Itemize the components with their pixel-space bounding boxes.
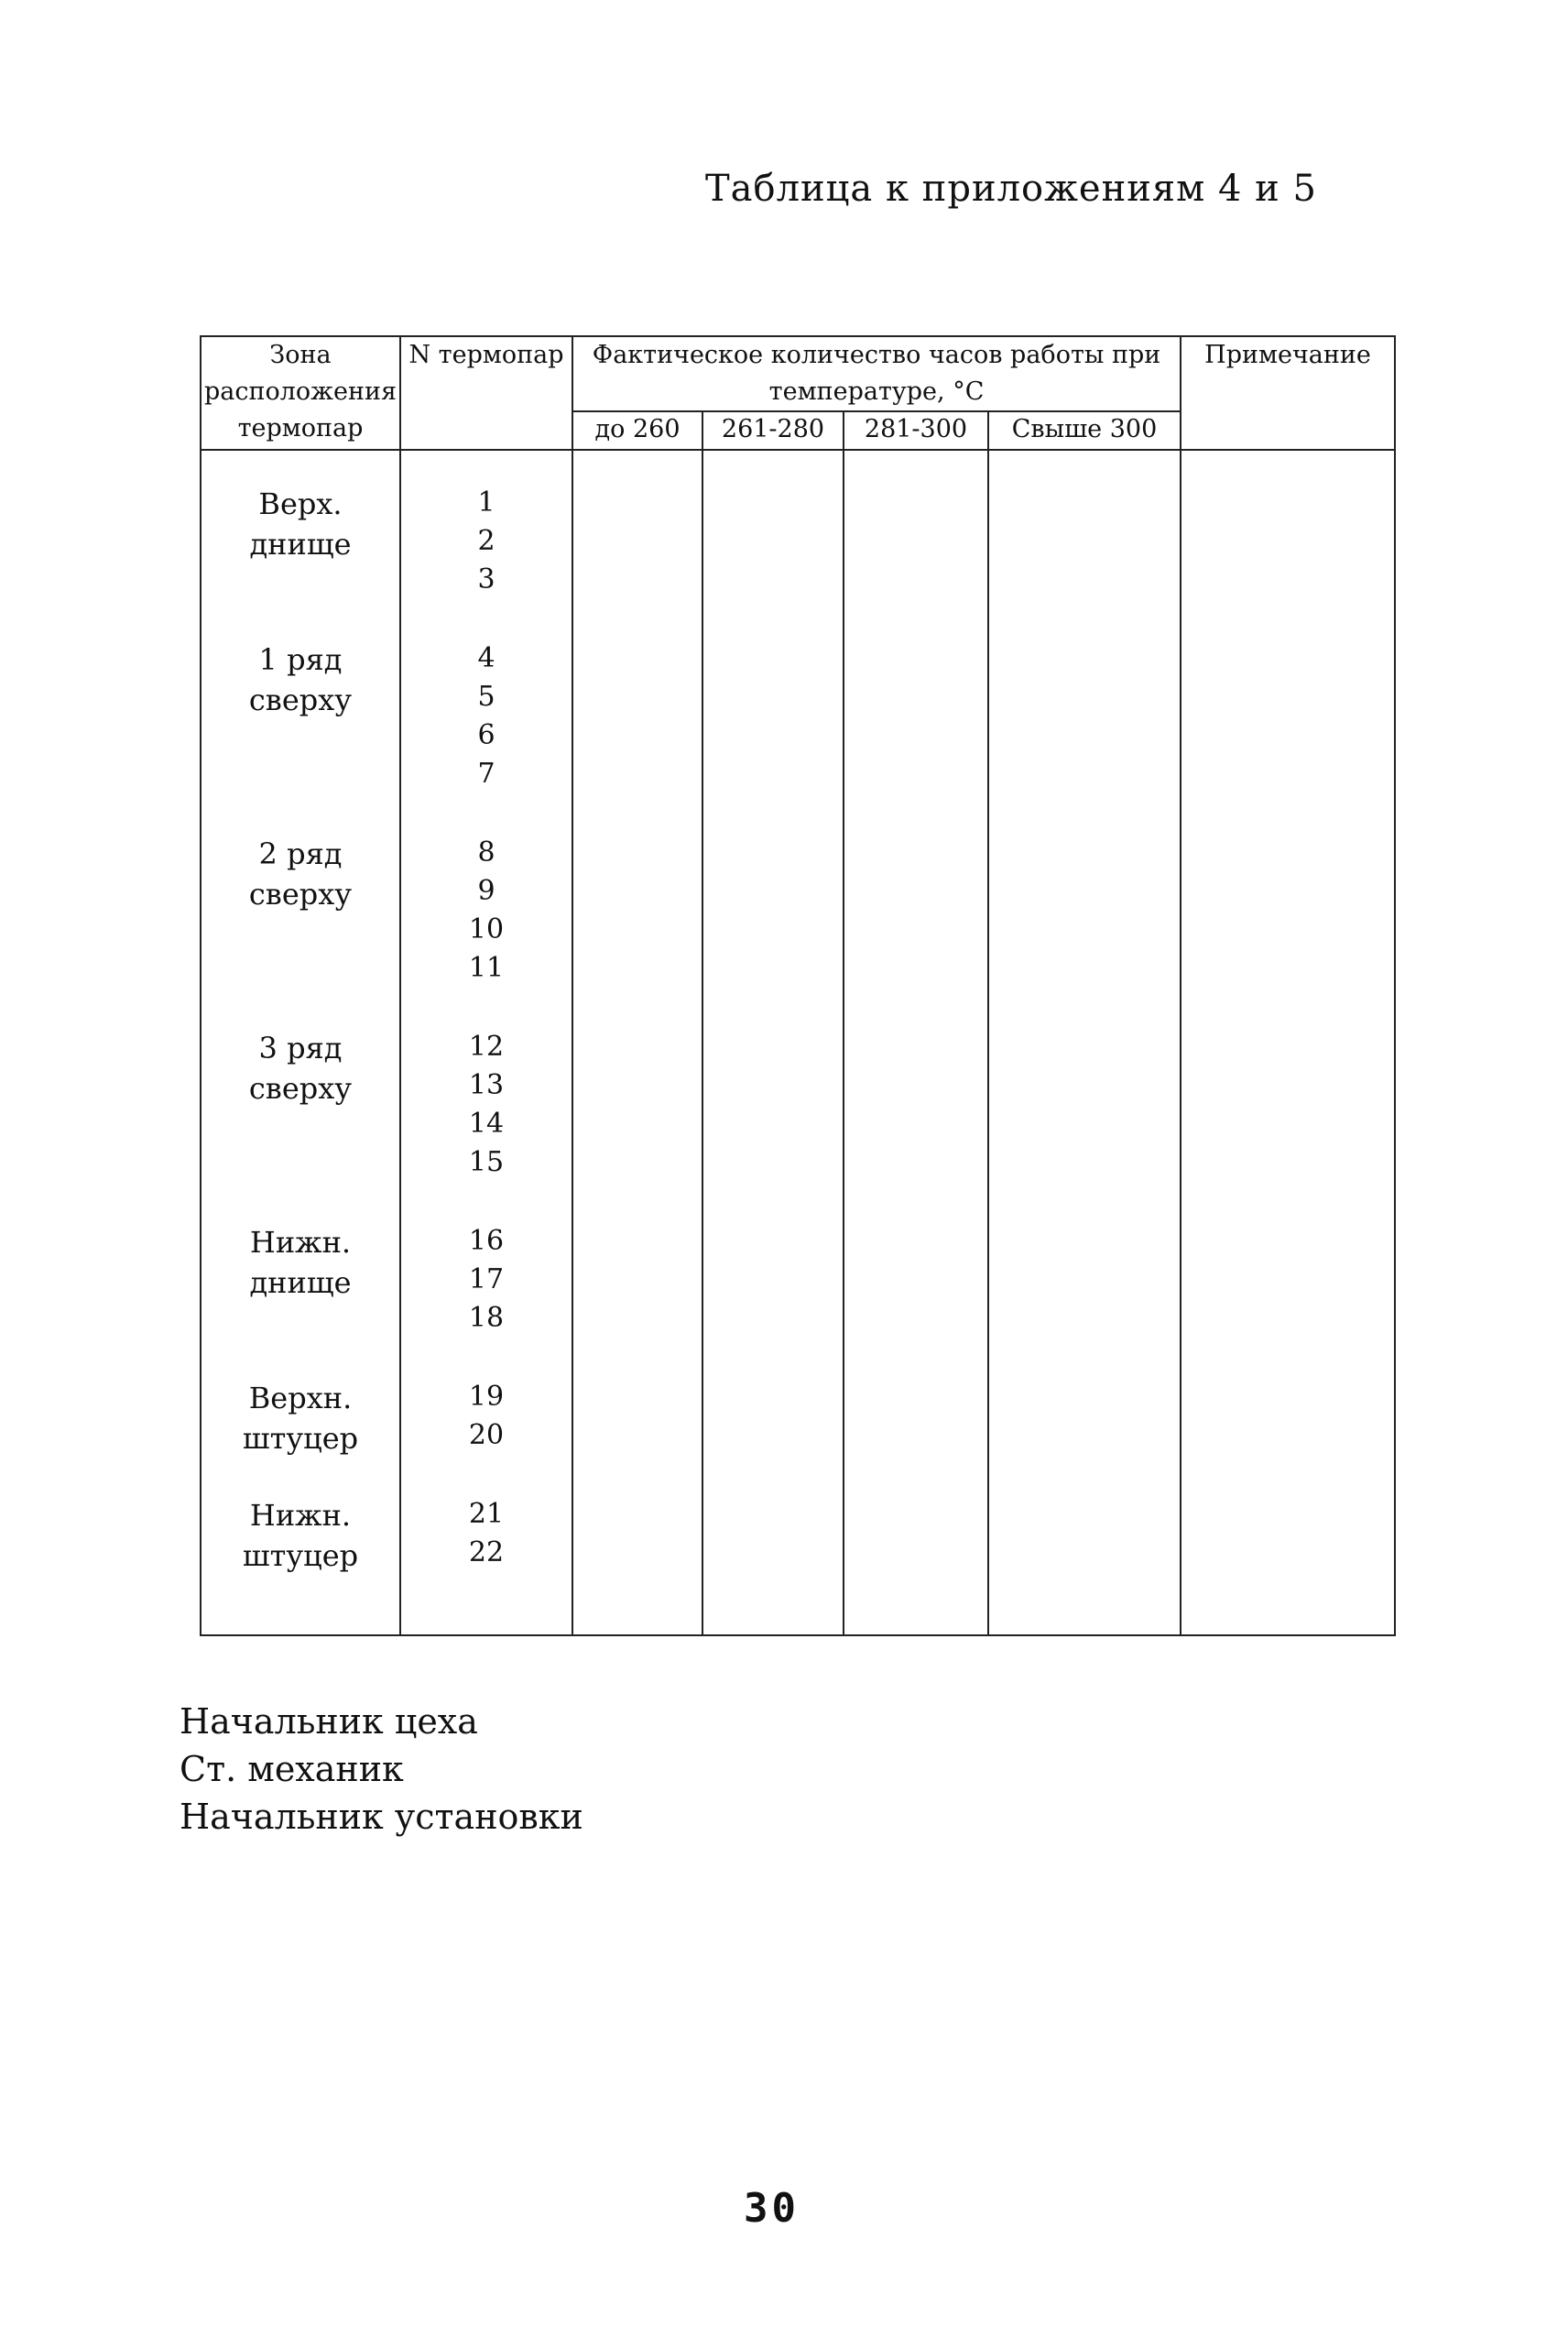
- zone-entry: [201, 1495, 399, 1572]
- header-temp-range: до 260: [572, 411, 702, 450]
- thermocouple-number: 10: [468, 913, 505, 945]
- thermocouple-number: 1: [477, 486, 495, 519]
- table-caption: Таблица к приложениям 4 и 5: [705, 168, 1317, 210]
- zone-name: Нижн. днище: [249, 1225, 352, 1300]
- thermocouple-number: 7: [477, 758, 495, 790]
- thermocouple-group: [401, 1222, 572, 1338]
- thermocouple-number: 11: [468, 952, 505, 984]
- thermocouple-number: 14: [468, 1108, 505, 1140]
- hours-cell-281-300: [844, 450, 988, 1635]
- signature-line: Начальник цеха: [180, 1701, 478, 1742]
- signature-line: Начальник установки: [180, 1797, 583, 1837]
- hours-cell-261-280: [702, 450, 844, 1635]
- thermocouple-number-list: [401, 451, 572, 1572]
- zone-name: 2 ряд сверху: [248, 836, 353, 912]
- header-temp-range: 261-280: [702, 411, 844, 450]
- header-zone: Зона расположения термопар: [201, 336, 400, 450]
- thermocouple-group: [401, 1028, 572, 1182]
- thermocouple-number: 17: [468, 1263, 505, 1295]
- page-number: 30: [744, 2185, 800, 2232]
- header-temp-range: 281-300: [844, 411, 988, 450]
- hours-cell-up-to-260: [572, 450, 702, 1635]
- thermocouple-number: 22: [468, 1536, 505, 1568]
- number-column: [400, 450, 572, 1635]
- thermocouple-number: 6: [477, 719, 495, 751]
- thermocouple-number: 3: [477, 563, 495, 595]
- signature-line: Ст. механик: [180, 1749, 404, 1789]
- header-hours: Фактическое количество часов работы при температуре, °C: [572, 336, 1181, 411]
- thermocouple-number: 19: [468, 1381, 505, 1413]
- thermocouple-number: 9: [477, 875, 495, 907]
- zone-entry: [201, 1378, 399, 1455]
- thermocouple-number: 15: [468, 1146, 505, 1178]
- zone-name: Верх. днище: [249, 486, 352, 562]
- thermocouple-number: 13: [468, 1069, 505, 1101]
- zone-name: 3 ряд сверху: [248, 1031, 353, 1106]
- thermocouple-number: 18: [468, 1302, 505, 1334]
- header-temp-range: Свыше 300: [988, 411, 1181, 450]
- thermocouple-group: [401, 1378, 572, 1455]
- thermocouple-hours-table: [200, 335, 1396, 1636]
- thermocouple-number: 20: [468, 1419, 505, 1451]
- zone-entry: [201, 484, 399, 599]
- thermocouple-number: 2: [477, 525, 495, 557]
- zone-entry: [201, 834, 399, 988]
- thermocouple-group: [401, 639, 572, 793]
- thermocouple-number: 21: [468, 1498, 505, 1530]
- thermocouple-group: [401, 834, 572, 988]
- zone-entry: [201, 639, 399, 793]
- zone-column: [201, 450, 400, 1635]
- thermocouple-group: [401, 1495, 572, 1572]
- note-cell: [1181, 450, 1395, 1635]
- thermocouple-number: 4: [477, 642, 495, 674]
- thermocouple-group: [401, 484, 572, 599]
- header-thermocouple-number: N термопар: [400, 336, 572, 450]
- thermocouple-number: 12: [468, 1031, 505, 1063]
- zone-list: [201, 451, 399, 1572]
- hours-cell-above-300: [988, 450, 1181, 1635]
- thermocouple-number: 8: [477, 836, 495, 869]
- thermocouple-number: 16: [468, 1225, 505, 1257]
- thermocouple-number: 5: [477, 681, 495, 713]
- zone-entry: [201, 1222, 399, 1338]
- zone-name: Верхн. штуцер: [242, 1381, 359, 1456]
- header-note: Примечание: [1181, 336, 1395, 450]
- zone-entry: [201, 1028, 399, 1182]
- zone-name: Нижн. штуцер: [242, 1498, 359, 1573]
- zone-name: 1 ряд сверху: [248, 642, 353, 717]
- signature-block: [180, 1698, 583, 1841]
